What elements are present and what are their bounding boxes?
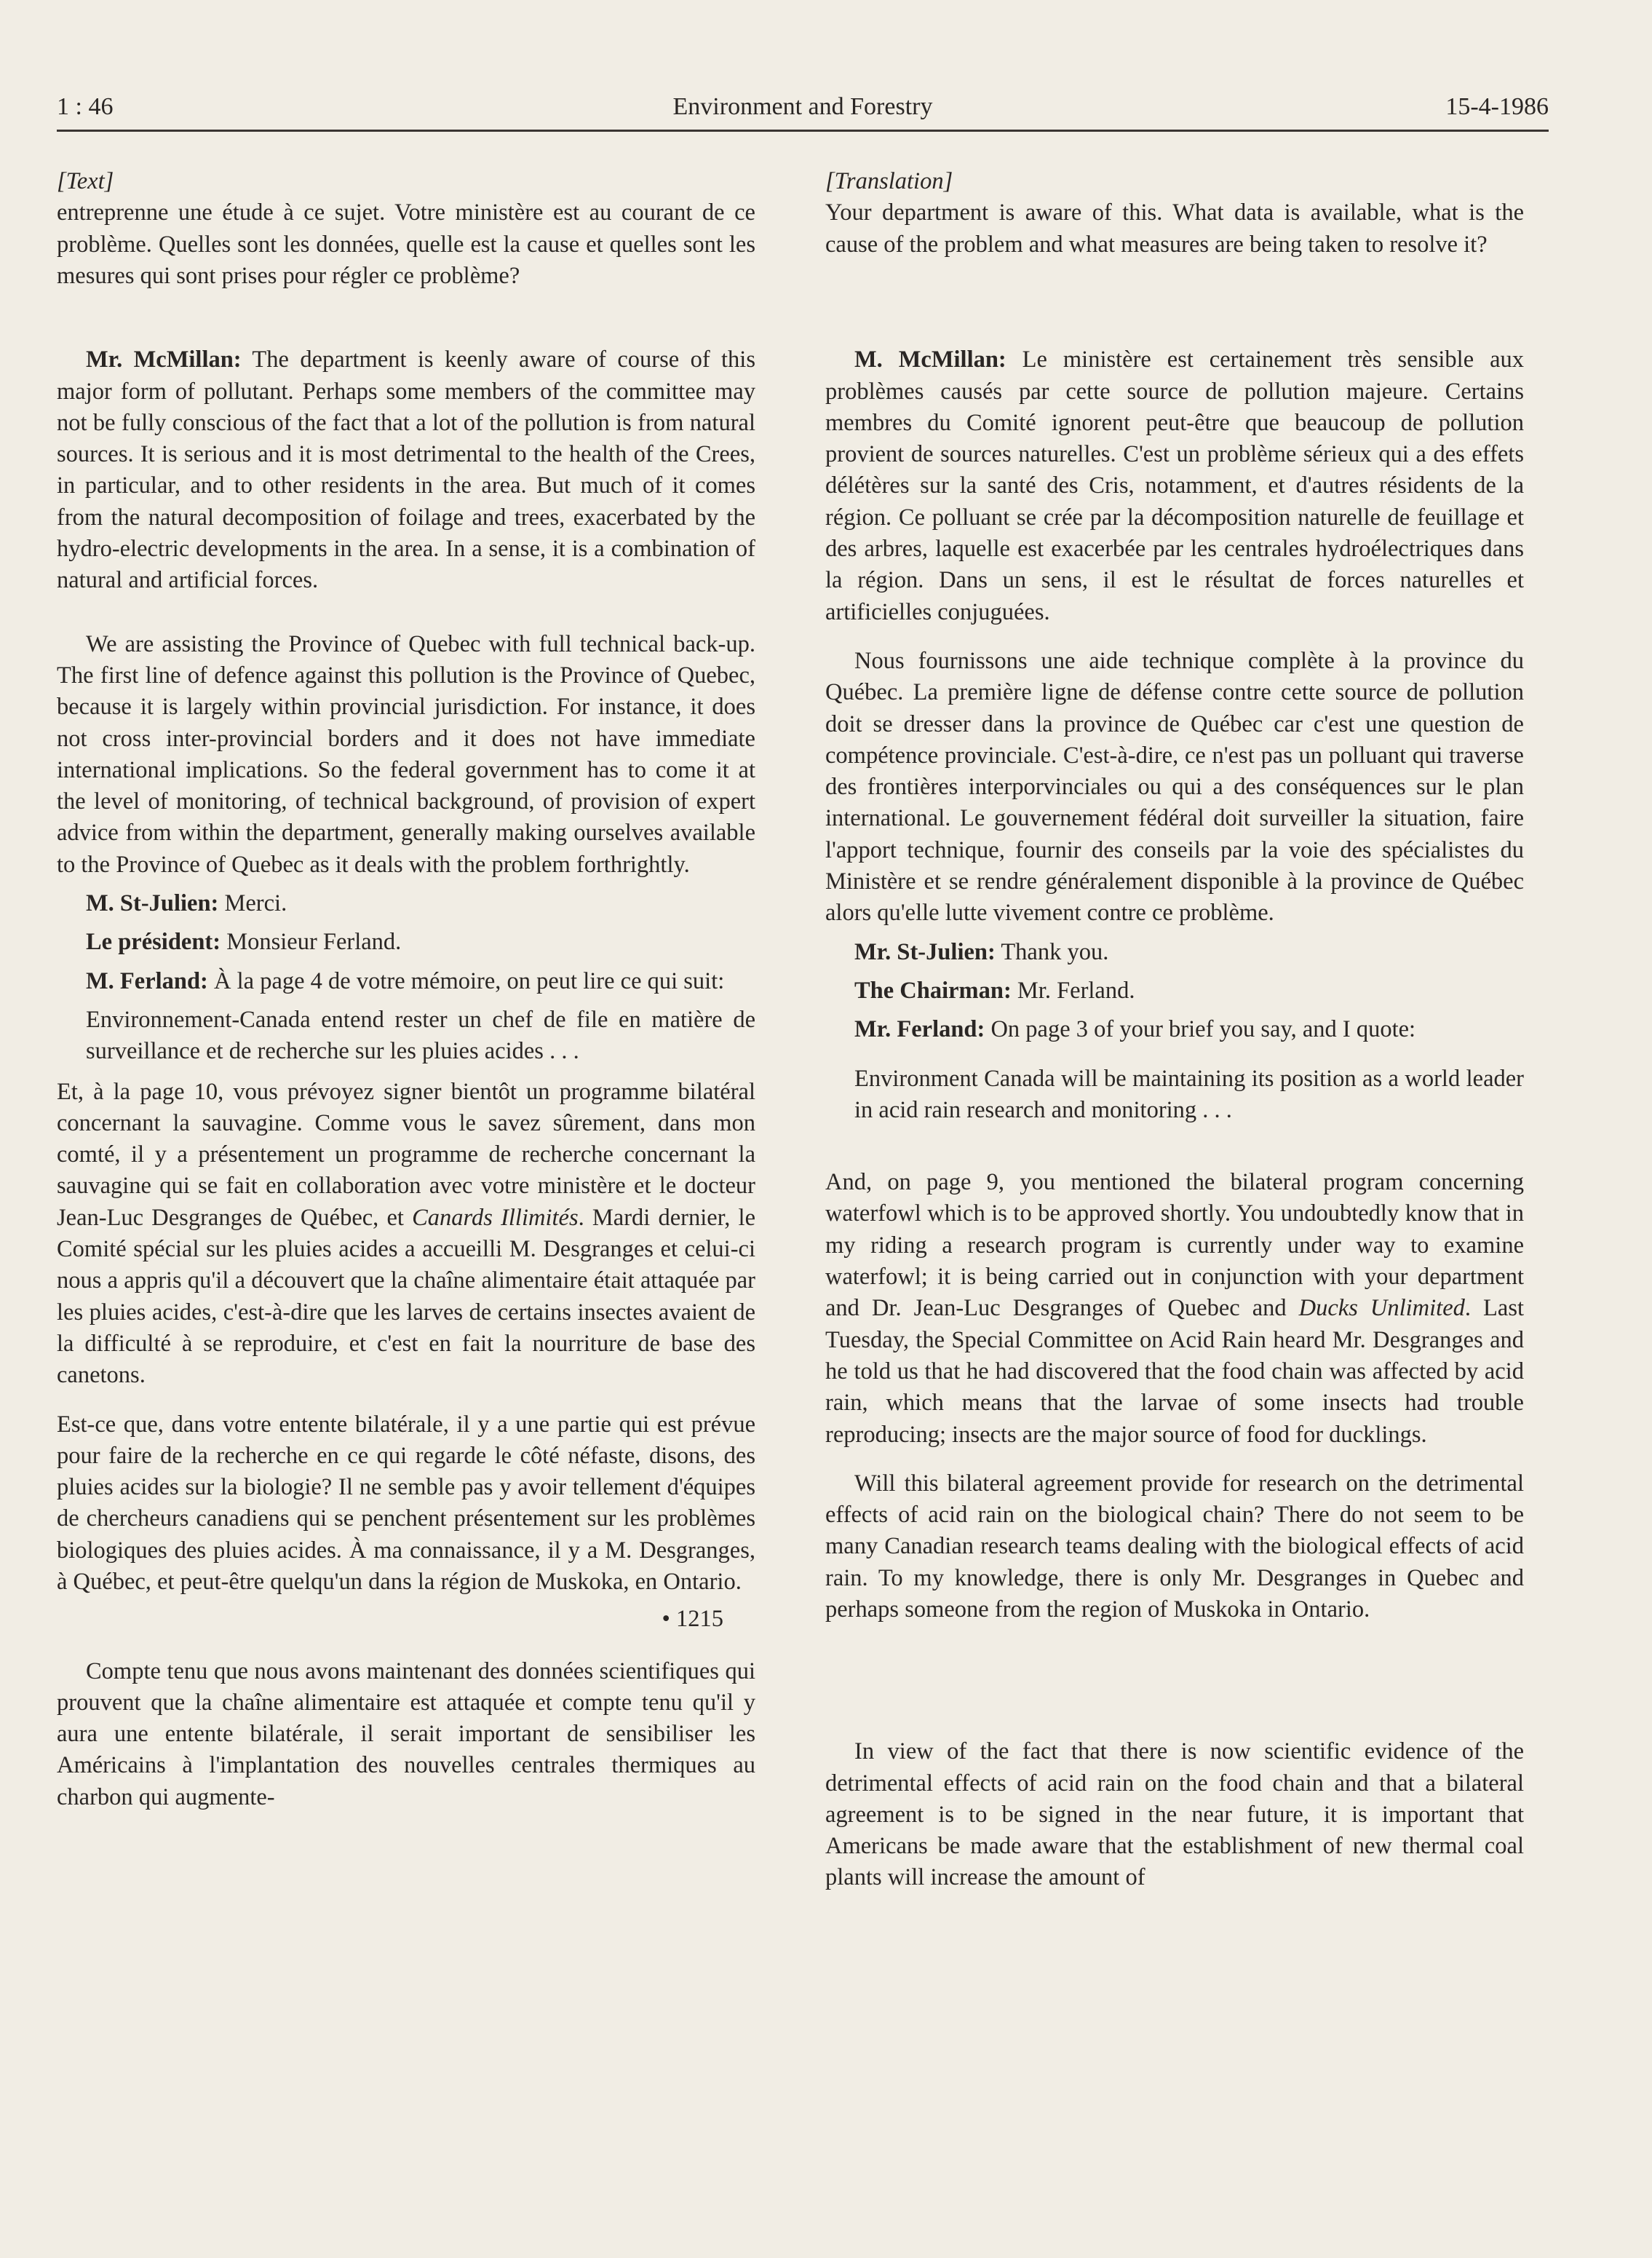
speaker-name: Mr. St-Julien: (854, 938, 996, 965)
paragraph-text: . Last Tuesday, the Special Committee on Acid Rain heard Mr. Desgranges and he told us that he had discovered that the food chain was affected by acid rain, which means that the larvae of some insects had trouble reproducing; insects are the major source of food for ducklings. (825, 1295, 1524, 1448)
speaker-name: Le président: (86, 929, 221, 956)
paragraph (57, 888, 755, 919)
speaker-name: M. McMillan: (854, 346, 1006, 373)
speech-text: Thank you. (995, 938, 1109, 965)
speaker-name: M. St-Julien: (86, 890, 219, 917)
paragraph: We are assisting the Province of Quebec with full technical back-up. The first line of defence against this pollution is the Province of Quebec, because it is largely within provincial jurisdiction. For instance, it does not cross inter-provincial borders and it does not have immediate international implications. So the federal government has to come it at the level of monitoring, of technical background, of provision of expert advice from within the department, generally making ourselves available to the Province of Quebec as it deals with the problem forthrightly. (57, 630, 755, 878)
paragraph: Est-ce que, dans votre entente bilatérale, il y a une partie qui est prévue pour faire de la recherche en ce qui regarde le côté néfaste, disons, des pluies acides sur la biologie? Il ne semble pas y avoir tellement d'équipes de chercheurs canadiens qui se penchent présentement sur les problèmes biologiques des pluies acides. À ma connaissance, il y a M. Desgranges, à Québec, et peut-être quelqu'un dans la région de Muskoka, en Ontario. (57, 1411, 755, 1595)
speech-text: À la page 4 de votre mémoire, on peut lire ce qui suit: (207, 967, 725, 994)
paragraph-text: Et, à la page 10, vous prévoyez signer bientôt un programme bilatéral concernant la sauvagine. Comme vous le savez sûrement, dans mon comté, il y a présentement un programme de recherche concernant la sauvagine qui se fait en collaboration avec votre ministère et le docteur Jean-Luc Desgranges de Québec, et (57, 1078, 755, 1231)
block-quote: Environment Canada will be maintaining its position as a world leader in acid rain research and monitoring . . . (854, 1065, 1524, 1123)
block-quote: Environnement-Canada entend rester un chef de file en matière de surveillance et de recherche sur les pluies acides . . . (86, 1006, 755, 1065)
speech-text: The department is keenly aware of course of this major form of pollutant. Perhaps some members of the committee may not be fully conscious of the fact that a lot of the pollution is from natural sources. It is serious and it is most detrimental to the health of the Crees, in particular, and to other residents in the area. But much of it comes from the natural decomposition of foilage and trees, exacerbated by the hydro-electric developments in the area. In a sense, it is a combination of natural and artificial forces. (57, 346, 755, 594)
paragraph (57, 1077, 755, 1392)
speaker-name: Mr. Ferland: (854, 1016, 985, 1043)
speech-text: Mr. Ferland. (1011, 977, 1135, 1004)
paragraph-text: . Mardi dernier, le Comité spécial sur les pluies acides a accueilli M. Desgranges et celui-ci nous a appris qu'il a découvert que la chaîne alimentaire était attaquée par les pluies acides, c'est-à-dire que les larves de certains insectes avaient de la difficulté à se reproduire, et c'est en fait la nourriture de base des canetons. (57, 1204, 755, 1389)
paragraph: Compte tenu que nous avons maintenant des données scientifiques qui prouvent que la chaîne alimentaire est attaquée et compte tenu qu'il y aura une entente bilatérale, il serait important de sensibiliser les Américains à l'implantation des nouvelles centrales thermiques au charbon qui augmente- (57, 1657, 755, 1810)
organization-name: Ducks Unlimited (1298, 1295, 1465, 1322)
speaker-name: The Chairman: (854, 977, 1012, 1004)
paragraph (825, 1014, 1524, 1045)
paragraph (825, 344, 1524, 628)
paragraph: Nous fournissons une aide technique complète à la province du Québec. La première ligne de défense contre cette source de pollution doit se dresser dans la province de Québec car c'est une question de compétence provinciale. C'est-à-dire, ce n'est pas un polluant qui traverse des frontières interporvinciales ou qui a des conséquences sur le plan international. Le gouvernement fédéral doit surveiller la situation, faire l'apport technique, fournir des conseils par la voie des spécialistes du Ministère et se rendre généralement disponible à la province de Québec alors qu'elle lutte vivement contre ce problème. (825, 647, 1524, 927)
header-date: 15-4-1986 (1445, 93, 1549, 120)
speech-text: Merci. (218, 890, 287, 917)
speech-text: On page 3 of your brief you say, and I quote: (985, 1016, 1416, 1043)
paragraph-text: And, on page 9, you mentioned the bilateral program concerning waterfowl which is to be approved shortly. You undoubtedly know that in my riding a research program is currently under way to examine waterfowl; it is being carried out in conjunction with your department and Dr. Jean-Luc Desgranges of Quebec and (825, 1169, 1524, 1322)
paragraph (57, 966, 755, 997)
column-label: [Text] (57, 168, 114, 194)
time-marker: • 1215 (662, 1606, 723, 1633)
speech-text: Monsieur Ferland. (221, 929, 402, 956)
paragraph (57, 927, 755, 958)
paragraph (825, 975, 1524, 1007)
paragraph: entreprenne une étude à ce sujet. Votre ministère est au courant de ce problème. Quelles sont les données, quelle est la cause et quelles sont les mesures qui sont prises pour régler ce problème? (57, 199, 755, 289)
paragraph: Will this bilateral agreement provide for research on the detrimental effects of acid rain on the biological chain? There do not seem to be many Canadian research teams dealing with the biological effects of acid rain. To my knowledge, there is only Mr. Desgranges in Quebec and perhaps someone from the region of Muskoka in Ontario. (825, 1470, 1524, 1623)
paragraph (825, 937, 1524, 968)
left-column (57, 166, 755, 1813)
paragraph (825, 1167, 1524, 1451)
speaker-name: M. Ferland: (86, 967, 208, 994)
paragraph: Your department is aware of this. What data is available, what is the cause of the problem and what measures are being taken to resolve it? (825, 199, 1524, 258)
page-header (57, 86, 1549, 132)
paragraph: In view of the fact that there is now scientific evidence of the detrimental effects of acid rain on the food chain and that a bilateral agreement is to be signed in the near future, it is important that Americans be made aware that the establishment of new thermal coal plants will increase the amount of (825, 1738, 1524, 1891)
paragraph (57, 344, 755, 596)
right-column (825, 166, 1524, 1894)
speech-text: Le ministère est certainement très sensible aux problèmes causés par cette source de pollution majeure. Certains membres du Comité ignorent peut-être que beaucoup de pollution provient de sources naturelles. C'est un problème sérieux qui a des effets délétères sur la santé des Cris, notamment, et d'autres résidents de la région. Ce polluant se crée par la décomposition naturelle de feuillage et des arbres, laquelle est exacerbée par les centrales hydroélectriques dans la région. Dans un sens, il est le résultat de forces naturelles et artificielles conjuguées. (825, 346, 1524, 625)
organization-name: Canards Illimités (412, 1204, 579, 1231)
page-number: 1 : 46 (57, 93, 114, 120)
speaker-name: Mr. McMillan: (86, 346, 242, 373)
running-title: Environment and Forestry (672, 93, 933, 120)
column-label: [Translation] (825, 168, 953, 194)
